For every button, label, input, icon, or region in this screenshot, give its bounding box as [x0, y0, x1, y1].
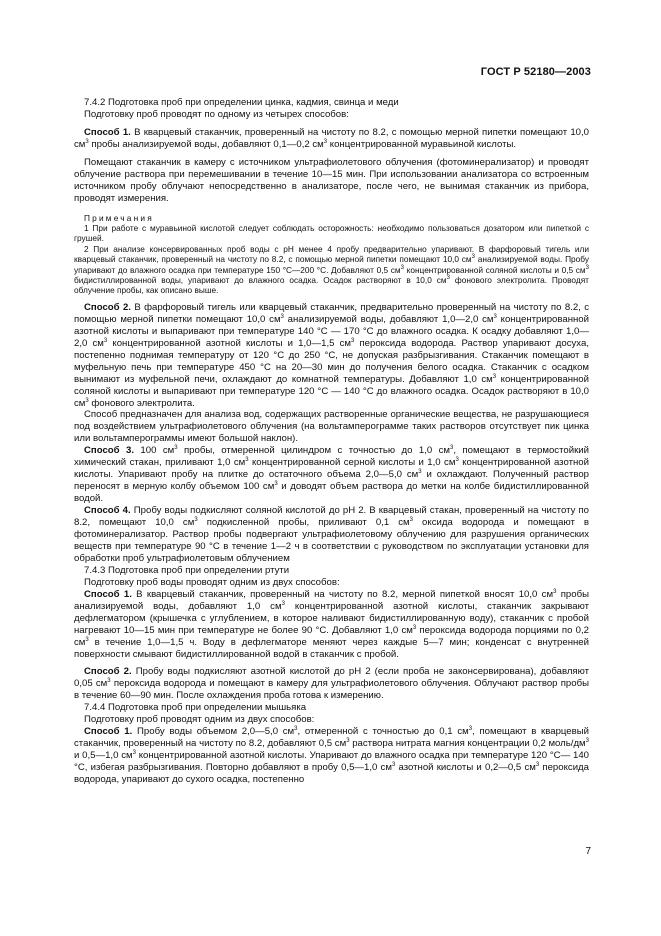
standard-header: ГОСТ Р 52180—2003 — [480, 66, 591, 78]
page-number: 7 — [585, 846, 591, 857]
section-7-4-2-intro: Подготовку проб проводят по одному из четырех способов: — [84, 108, 349, 120]
note-2: 2 При анализе консервированных проб воды с рН менее 4 пробу предварительно упаривают. В фарфоровый тигель или кварцевый стаканчик, проверенный на чистоту по 8.2, с помощью мерной пипетки помещают 10,0 $см^3$ анализируемой воды. Пробу упаривают до влажного осадка при температуре 150 °С—200 °С. Добавляют 0,5 $см^3$ концентрированной соляной кислоты и 0,5 $см^3$ бидистиллированной воды, упаривают до влажного осадка. Осадок растворяют в 10,0 $см^3$ фонового электролита. Проводят облучение пробы, как описано выше. — [74, 243, 589, 296]
method-2-purpose: Способ предназначен для анализа вод, содержащих растворенные органические вещества, не разрушающиеся под воздействием ультрафиолетового облучения (на вольтамперограмме таких растворов отсутствует пик цинка или вольтамперограммы имеют большой наклон). — [74, 409, 589, 445]
mercury-method-2: Способ 2. Пробу воды подкисляют азотной кислотой до рН 2 (если проба не законсервирована), добавляют 0,05 $см^3$ пероксида водорода и помещают в камеру для ультрафиолетового облучения. Облучают раствор пробы в течение 60—90 мин. После охлаждения проба готова к измерению. — [74, 666, 589, 702]
section-7-4-4-intro: Подготовку проб проводят одним из двух способов: — [84, 714, 315, 726]
method-label: Способ 2. — [84, 666, 132, 678]
section-7-4-3-intro: Подготовку проб воды проводят одним из двух способов: — [84, 576, 340, 588]
note-1: 1 При работе с муравьиной кислотой следует соблюдать осторожность: необходимо пользоваться дозатором или пипеткой с грушей. — [74, 223, 589, 244]
method-label: Способ 1. — [84, 726, 133, 738]
method-label: Способ 3. — [84, 445, 134, 457]
notes-heading: Примечания — [84, 212, 154, 223]
method-1-paragraph: Способ 1. В кварцевый стаканчик, проверенный на чистоту по 8.2, с помощью мерной пипетки помещают 10,0 $см^3$ пробы анализируемой воды, добавляют 0,1—0,2 $см^3$ концентрированной муравьиной кислоты. — [74, 126, 589, 150]
method-label: Способ 2. — [84, 301, 131, 313]
method-label: Способ 1. — [84, 126, 131, 138]
section-7-4-2-title: 7.4.2 Подготовка проб при определении цинка, кадмия, свинца и меди — [84, 97, 399, 108]
section-7-4-3-title: 7.4.3 Подготовка проб при определении ртути — [84, 564, 290, 576]
method-3-paragraph: Способ 3. 100 $см^3$ пробы, отмеренной цилиндром с точностью до 1,0 $см^3$, помещают в термостойкий химический стакан, приливают 1,0 $см^3$ концентрированной серной кислоты и 1,0 $см^3$ концентрированной азотной кислоты. Упаривают пробу на плитке до остаточного объема 2,0—5,0 $см^3$ и охлаждают. Полученный раствор переносят в мерную колбу объемом 100 $см^3$ и доводят объем раствора до метки на колбе бидистиллированной водой. — [74, 445, 589, 505]
arsenic-method-1: Способ 1. Пробу воды объемом 2,0—5,0 $см^3$, отмеренной с точностью до 0,1 $см^3$, помещают в кварцевый стаканчик, проверенный на чистоту по 8.2, добавляют 0,5 $см^3$ раствора нитрата магния концентрации 0,2 моль/$дм^3$ и 0,5—1,0 $см^3$ концентрированной азотной кислоты. Упаривают до влажного осадка при температуре 120 °С— 140 °С, избегая разбрызгивания. Повторно добавляют в пробу 0,5—1,0 $см^3$ азотной кислоты и 0,2—0,5 $см^3$ пероксида водорода, упаривают до сухого осадка, постепенно — [74, 726, 589, 786]
section-7-4-4-title: 7.4.4 Подготовка проб при определении мышьяка — [84, 702, 307, 714]
method-label: Способ 4. — [84, 505, 131, 517]
method-1-irradiation: Помещают стаканчик в камеру с источником ультрафиолетового облучения (фотоминерализатор) и проводят облучение раствора при перемешивании в течение 10—15 мин. При использовании анализатора со встроенным источником пробу облучают непосредственно в анализаторе, после чего, не вынимая стаканчик из прибора, проводят измерения. — [74, 156, 589, 204]
method-4-paragraph: Способ 4. Пробу воды подкисляют соляной кислотой до рН 2. В кварцевый стакан, проверенный на чистоту по 8.2, помещают 10,0 $см^3$ подкисленной пробы, приливают 0,1 $см^3$ оксида водорода и помещают в фотоминерализатор. Раствор пробы подвергают ультрафиолетовому облучению для разрушения органических веществ при температуре 90 °С в течение 1—2 ч в соответствии с руководством по эксплуатации установки для обработки проб ультрафиолетовым облучением — [74, 505, 589, 564]
method-label: Способ 1. — [84, 588, 132, 600]
method-2-paragraph: Способ 2. В фарфоровый тигель или кварцевый стаканчик, предварительно проверенный на чистоту по 8.2, с помощью мерной пипетки помещают 10,0 $см^3$ анализируемой воды, добавляют 1,0—2,0 $см^3$ концентрированной азотной кислоты и выпаривают при температуре 140 °С — 170 °С до влажного осадка. К осадку добавляют 1,0—2,0 $см^3$ концентрированной азотной кислоты и 1,0—1,5 $см^3$ пероксида водорода. Раствор упаривают досуха, постепенно поднимая температуру от 120 °С до 250 °С, не допуская разбрызгивания. Стаканчик помещают в муфельную печь при температуре 450 °С на 20—30 мин до получения белого осадка. Стаканчик с осадком вынимают из муфельной печи, охлаждают до комнатной температуры. Добавляют 1,0 $см^3$ концентрированной соляной кислоты и выпаривают при температуре 120 °С — 140 °С до влажного осадка. Осадок растворяют в 10,0 $см^3$ фонового электролита. — [74, 301, 590, 409]
document-body — [74, 97, 589, 786]
mercury-method-1: Способ 1. В кварцевый стаканчик, проверенный на чистоту по 8.2, мерной пипеткой вносят 10,0 $см^3$ пробы анализируемой воды, добавляют 1,0 $см^3$ концентрированной азотной кислоты, стаканчик закрывают дефлегматором (крышечка с углублением, в которое наливают бидистиллированную воду), стаканчик с пробой нагревают 10—15 мин при температуре не более 90 °С. Добавляют 1,0 $см^3$ пероксида водорода порциями по 0,2 $см^3$ в течение 1,0—1,5 ч. Воду в дефлегматоре меняют через каждые 5—7 мин; конденсат с внутренней поверхности смывают бидистиллированной водой в стаканчик с пробой. — [74, 588, 589, 660]
